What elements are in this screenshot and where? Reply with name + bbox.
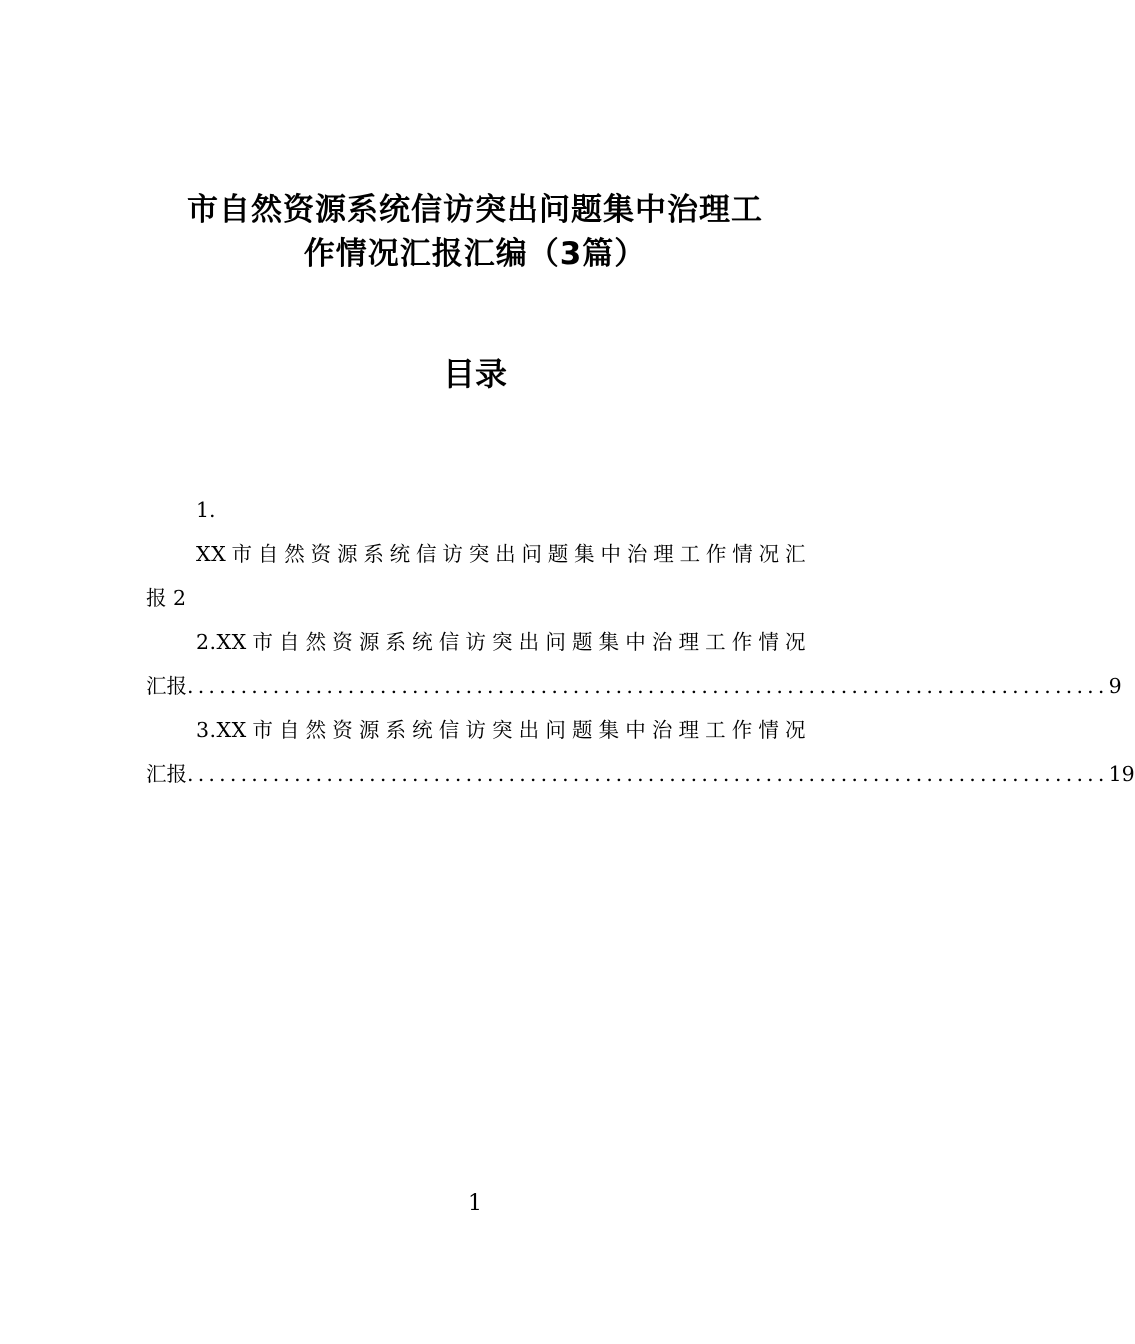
document-title-line-2: 作情况汇报汇编（3篇） — [303, 236, 647, 272]
toc-entry-2-leader-row[interactable] — [146, 664, 1122, 708]
toc-heading: 目录 — [442, 355, 507, 393]
toc-entry-2-page-number: 9 — [1108, 674, 1122, 698]
document-title-line-1: 市自然资源系统信访突出问题集中治理工 — [187, 192, 763, 228]
toc-entry-2-tail-label: 汇报 — [146, 674, 187, 698]
toc-entry-1-tail[interactable]: 报 2 — [146, 586, 187, 610]
toc-entry-3-leader-row[interactable] — [146, 752, 1135, 796]
toc-entry-3-title[interactable]: 3.XX市自然资源系统信访突出问题集中治理工作情况 — [196, 718, 806, 742]
toc-entry-1-number[interactable]: 1. — [196, 498, 216, 522]
toc-entry-3-tail-label: 汇报 — [146, 762, 187, 786]
toc-entry-3-page-number: 19 — [1108, 762, 1135, 786]
toc-entry-2-title[interactable]: 2.XX市自然资源系统信访突出问题集中治理工作情况 — [196, 630, 806, 654]
document-title — [140, 188, 810, 276]
toc-entry-3-dot-leader: ...................................................................................... — [187, 762, 1109, 786]
toc-entry-1-title[interactable]: XX市自然资源系统信访突出问题集中治理工作情况汇 — [196, 542, 806, 566]
toc-entry-2-dot-leader: ...................................................................................... — [187, 674, 1109, 698]
page-number: 1 — [468, 1191, 482, 1216]
